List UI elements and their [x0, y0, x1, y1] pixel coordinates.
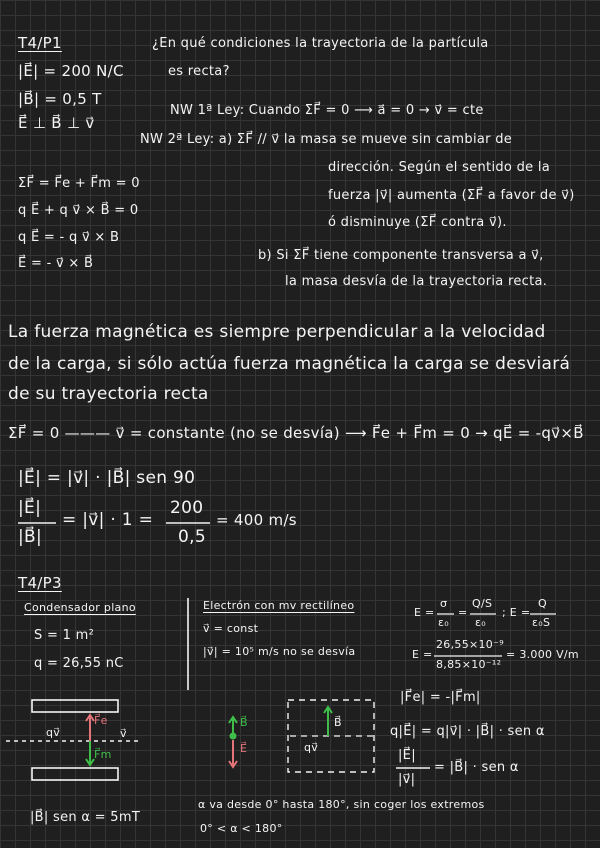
sigma-num: σ	[440, 597, 448, 610]
b-magnitude: |B⃗| = 0,5 T	[18, 90, 102, 108]
e-magnitude: |E⃗| = 200 N/C	[18, 62, 124, 80]
question-line-2: es recta?	[168, 64, 230, 79]
paragraph-line-1: La fuerza magnética es siempre perpendicular a la velocidad	[8, 322, 546, 342]
qs-den: ε₀	[475, 616, 486, 629]
label-b-box: B⃗	[334, 716, 342, 729]
label-qv: qv⃗	[46, 726, 61, 739]
newton-second-law-2: dirección. Según el sentido de la	[328, 160, 551, 175]
p3-title: T4/P3	[18, 574, 62, 592]
eq-sign: =	[458, 606, 468, 619]
e-label-2: ; E =	[502, 606, 531, 619]
newton-second-law-1: NW 2ª Ley: a) ΣF⃗ // v⃗ la masa se mueve sin cambiar de	[140, 132, 513, 147]
velocity-result: = 400 m/s	[216, 511, 297, 529]
e-calc-num: 26,55×10⁻⁹	[436, 638, 504, 651]
qe-relation: q|E⃗| = q|v⃗| · |B⃗| · sen α	[390, 724, 545, 739]
v-value: |v⃗| = 10⁵ m/s no se desvía	[203, 645, 356, 658]
qs-num: Q/S	[472, 597, 493, 610]
frac-b-den: |B⃗|	[18, 527, 43, 547]
e-calc-label: E =	[412, 648, 433, 661]
fe-fm-relation: |F⃗e| = -|F⃗m|	[400, 690, 481, 705]
perpendicular-relation: E⃗ ⊥ B⃗ ⊥ v⃗	[18, 114, 95, 132]
p1-title: T4/P1	[18, 34, 62, 52]
paragraph-line-3: de su trayectoria recta	[8, 384, 209, 404]
capacitor-plate-bottom	[32, 768, 118, 780]
frac-v: |v⃗|	[398, 772, 416, 787]
e-calc-den: 8,85×10⁻¹²	[436, 658, 502, 671]
newton-second-law-5: b) Si ΣF⃗ tiene componente transversa a v⃗,	[258, 248, 544, 263]
sigma-den: ε₀	[438, 616, 449, 629]
charge-force-eq: q E⃗ + q v⃗ × B⃗ = 0	[18, 203, 139, 218]
newton-second-law-3: fuerza |v⃗| aumenta (ΣF⃗ a favor de v⃗)	[328, 188, 575, 203]
v-const: v⃗ = const	[203, 622, 259, 635]
label-fe: F⃗e	[94, 714, 108, 727]
capacitor-plate-top	[32, 700, 118, 712]
charge-value: q = 26,55 nC	[34, 656, 124, 671]
label-fm: F⃗m	[94, 748, 112, 761]
paragraph-line-2: de la carga, si sólo actúa fuerza magnética la carga se desviará	[8, 354, 571, 374]
frac-e: |E⃗|	[398, 748, 416, 763]
area-value: S = 1 m²	[34, 628, 95, 643]
frac-05: 0,5	[178, 527, 206, 547]
newton-first-law: NW 1ª Ley: Cuando ΣF⃗ = 0 ⟶ a⃗ = 0 → v⃗ = cte	[170, 103, 484, 118]
qe-eq: q E⃗ = - q v⃗ × B	[18, 230, 120, 245]
e-cross-eq: E⃗ = - v⃗ × B⃗	[18, 256, 94, 271]
b-sen-result: |B⃗| sen α = 5mT	[30, 810, 141, 825]
label-e: E⃗	[240, 742, 248, 755]
newton-second-law-6: la masa desvía de la trayectoria recta.	[285, 274, 548, 289]
label-qv-box: qv⃗	[304, 741, 319, 754]
frac-200: 200	[170, 498, 204, 518]
condenser-title: Condensador plano	[24, 601, 136, 614]
newton-second-law-4: ó disminuye (ΣF⃗ contra v⃗).	[328, 215, 507, 230]
alpha-range: α va desde 0° hasta 180°, sin coger los extremos	[198, 798, 485, 811]
e-label: E =	[414, 606, 435, 619]
mru-title: Electrón con mv rectilíneo	[203, 599, 355, 612]
frac-e-num: |E⃗|	[18, 498, 42, 518]
q-num: Q	[538, 597, 547, 610]
question-line-1: ¿En qué condiciones la trayectoria de la partícula	[152, 36, 489, 51]
label-b: B⃗	[240, 716, 248, 729]
equilibrium-chain: ΣF⃗ = 0 ——— v⃗ = constante (no se desvía) ⟶ F⃗e + F⃗m = 0 → qE⃗ = -qv⃗×B⃗	[8, 424, 584, 442]
b-sen-alpha: = |B⃗| · sen α	[434, 760, 519, 775]
magnitude-relation: |E⃗| = |v⃗| · |B⃗| sen 90	[18, 468, 196, 488]
q-den: ε₀S	[532, 616, 551, 629]
force-sum-eq: ΣF⃗ = F⃗e + F⃗m = 0	[18, 176, 140, 191]
label-v: v⃗	[120, 727, 127, 740]
alpha-inequality: 0° < α < 180°	[200, 822, 283, 835]
e-calc-result: = 3.000 V/m	[506, 648, 579, 661]
v-times-one: = |v⃗| · 1 =	[62, 510, 154, 530]
